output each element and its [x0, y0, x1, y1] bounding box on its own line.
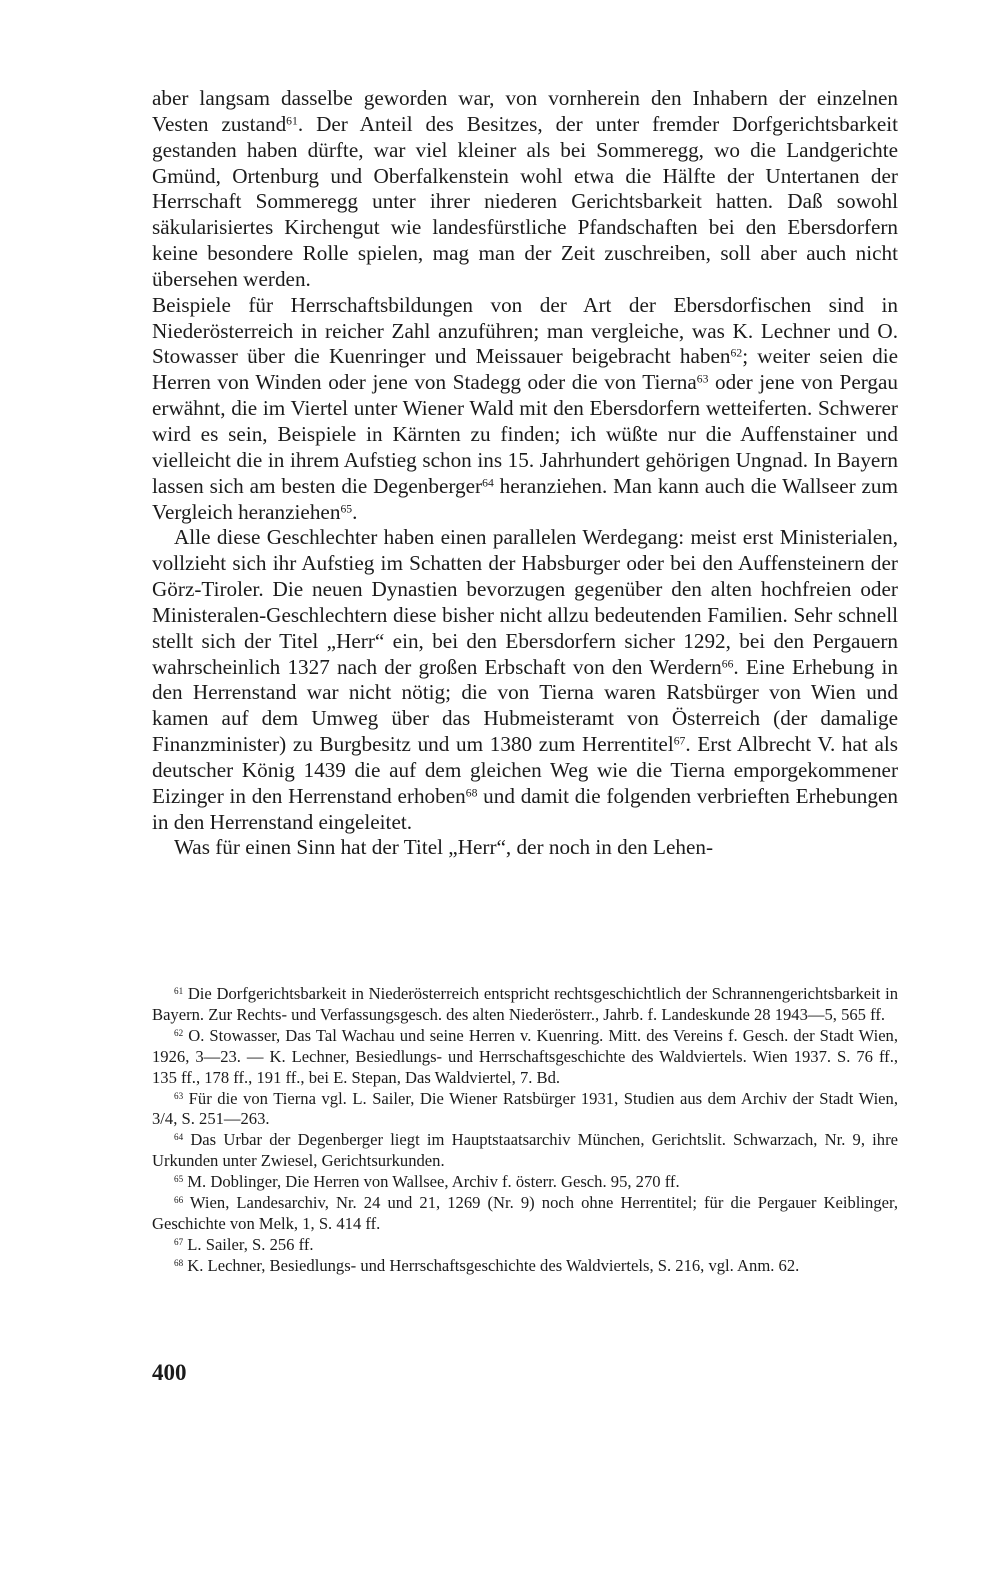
footnote-ref: 68 — [465, 786, 478, 800]
main-text — [152, 86, 898, 861]
footnote: $^{65}$ M. Doblinger, Die Herren von Wallsee, Archiv f. österr. Gesch. 95, 270 ff. — [174, 1172, 680, 1192]
footnote: $^{64}$ Das Urbar der Degenberger liegt im Hauptstaatsarchiv München, Gerichtslit. Schwarzach, Nr. 9, ihre Urkunden unter Zwiesel, Gerichtsurkunden. — [152, 1130, 898, 1171]
footnote-number: 64 — [174, 1132, 184, 1143]
footnote-number: 68 — [174, 1257, 184, 1268]
footnote-ref: 64 — [482, 476, 494, 490]
footnote: $^{67}$ L. Sailer, S. 256 ff. — [174, 1234, 314, 1254]
footnote: $^{68}$ K. Lechner, Besiedlungs- und Herrschaftsgeschichte des Waldviertels, S. 216, vgl. Anm. 62. — [174, 1255, 800, 1275]
footnote-ref: 67 — [673, 734, 686, 748]
footnote-number: 62 — [174, 1027, 184, 1038]
footnote: $^{63}$ Für die von Tierna vgl. L. Sailer, Die Wiener Ratsbürger 1931, Studien aus dem Archiv der Stadt Wien, 3/4, S. 251—263. — [152, 1088, 898, 1129]
footnote-number: 67 — [174, 1236, 184, 1247]
footnote: $^{62}$ O. Stowasser, Das Tal Wachau und seine Herren v. Kuenring. Mitt. des Vereins f. Gesch. der Stadt Wien, 1926, 3—23. — K. Lechner, Besiedlungs- und Herrschaftsgeschichte des Waldviertels. Wien 1937. S. 76 ff., 135 ff., 178 ff., 191 ff., bei E. Stepan, Das Waldviertel, 7. Bd. — [152, 1025, 898, 1087]
footnote-ref: 65 — [340, 502, 353, 516]
footnote-ref: 62 — [730, 347, 743, 361]
footnote-number: 61 — [174, 985, 184, 996]
footnote: $^{66}$ Wien, Landesarchiv, Nr. 24 und 21, 1269 (Nr. 9) noch ohne Herrentitel; für die Pergauer Keiblinger, Geschichte von Melk, 1, S. 414 ff. — [152, 1193, 898, 1233]
footnote-ref: 66 — [721, 657, 734, 671]
paragraph: Beispiele für Herrschaftsbildungen von der Art der Ebersdorfischen sind in Niederösterreich in reicher Zahl anzuführen; man vergleiche, was K. Lechner und O. Stowasser über die Kuenringer und Meissauer beigebracht haben$^{62}$; weiter seien die Herren von Winden oder jene von Stadegg oder die von Tierna$^{63}$ oder jene von Pergau erwähnt, die im Viertel unter Wiener Wald mit den Ebersdorfern wetteiferten. Schwerer wird es sein, Beispiele in Kärnten zu finden; ich wüßte nur die Auffenstainer und vielleicht die in ihrem Aufstieg schon ins 15. Jahrhundert gehörigen Ungnad. In Bayern lassen sich am besten die Degenberger$^{64}$ heranziehen. Man kann auch die Wallseer zum Vergleich heranziehen$^{65}$. — [152, 292, 899, 524]
footnote-number: 65 — [174, 1174, 184, 1185]
footnote-ref: 63 — [696, 372, 709, 386]
page-number: 400 — [152, 1360, 187, 1385]
footnote-number: 63 — [174, 1090, 184, 1101]
footnotes — [152, 984, 898, 1277]
footnote: $^{61}$ Die Dorfgerichtsbarkeit in Niederösterreich entspricht rechtsgeschichtlich der Schrannengerichtsbarkeit in Bayern. Zur Rechts- und Verfassungsgesch. des alten Niederösterr., Jahrb. f. Landeskunde 28 1943—5, 565 ff. — [152, 984, 898, 1024]
footnote-number: 66 — [174, 1195, 184, 1206]
paragraph: Alle diese Geschlechter haben einen parallelen Werdegang: meist erst Ministerialen, vollzieht sich ihr Aufstieg im Schatten der Habsburger oder bei den Auffensteinern der Görz-Tiroler. Die neuen Dynastien bevorzugen gegenüber den alten hochfreien oder Ministeralen-Geschlechtern diese bisher nicht allzu bedeutenden Familien. Sehr schnell stellt sich der Titel „Herr“ ein, bei den Ebersdorfern sicher 1292, bei den Pergauern wahrscheinlich 1327 nach der großen Erbschaft von den Werdern$^{66}$. Eine Erhebung in den Herrenstand war nicht nötig; die von Tierna waren Ratsbürger von Wien und kamen auf dem Umweg über das Hubmeisteramt von Österreich (der damalige Finanzminister) zu Burgbesitz und um 1380 zum Herrentitel$^{67}$. Erst Albrecht V. hat als deutscher König 1439 die auf dem gleichen Weg wie die Tierna emporgekommener Eizinger in den Herrenstand erhoben$^{68}$ und damit die folgenden verbrieften Erhebungen in den Herrenstand eingeleitet. — [152, 525, 898, 834]
paragraph: Was für einen Sinn hat der Titel „Herr“, der noch in den Lehen- — [174, 835, 713, 860]
footnote-ref: 61 — [286, 114, 298, 128]
paragraph: aber langsam dasselbe geworden war, von vornherein den Inhabern der einzelnen Vesten zustand$^{61}$. Der Anteil des Besitzes, der unter fremder Dorfgerichtsbarkeit gestanden haben dürfte, war viel kleiner als bei Sommeregg, wo die Landgerichte Gmünd, Ortenburg und Oberfalkenstein wohl etwa die Hälfte der Untertanen der Herrschaft Sommeregg unter ihrer niederen Gerichtsbarkeit hatten. Daß sowohl säkularisiertes Kirchengut wie landesfürstliche Pfandschaften bei den Ebersdorfern keine besondere Rolle spielen, mag man der Zeit zuschreiben, soll aber auch nicht übersehen werden. — [152, 86, 898, 291]
